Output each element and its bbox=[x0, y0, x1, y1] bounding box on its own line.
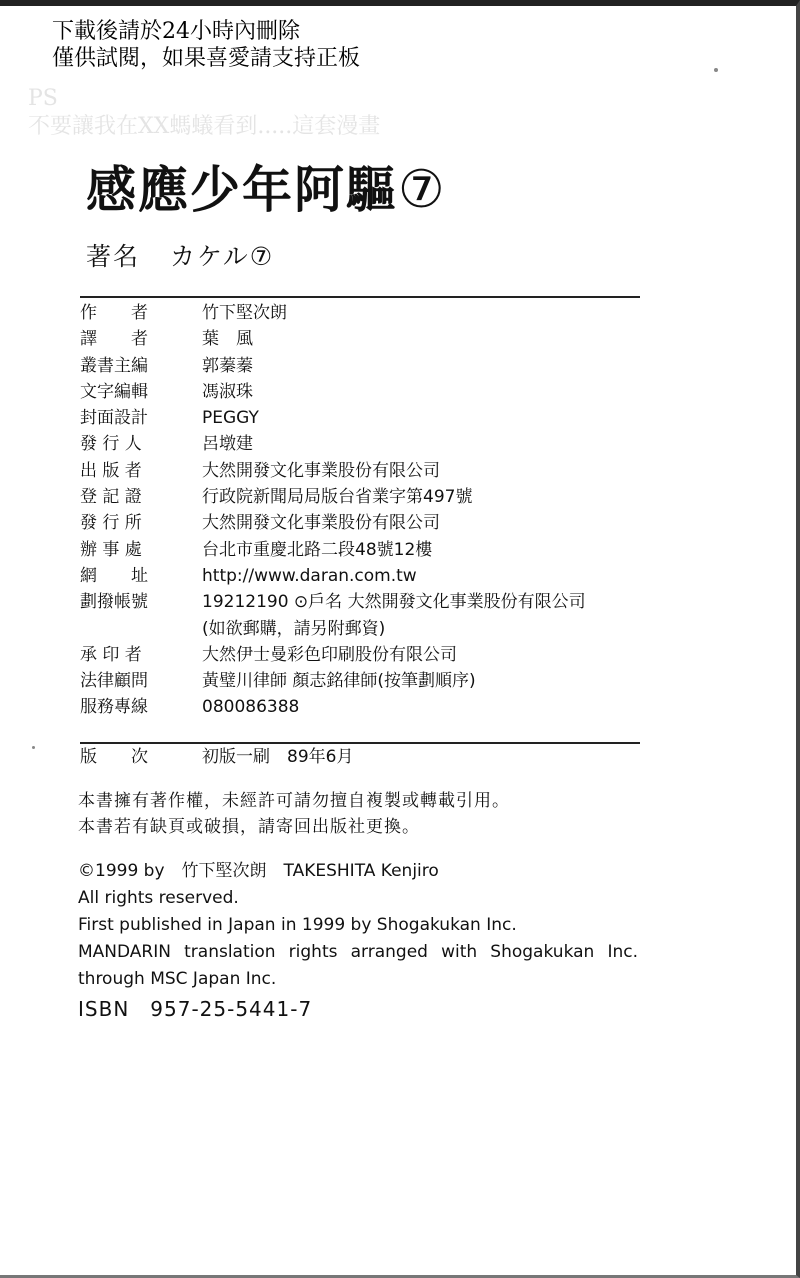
rights-zh-line-2: 本書若有缺頁或破損，請寄回出版社更換。 bbox=[78, 817, 420, 837]
ps-watermark bbox=[28, 85, 380, 141]
edition-row bbox=[80, 744, 353, 770]
credit-label: 承 印 者 bbox=[80, 644, 142, 665]
credit-row bbox=[80, 563, 680, 589]
credit-value: 馮淑珠 bbox=[202, 381, 253, 402]
credit-row bbox=[80, 431, 680, 457]
credit-label: 封面設計 bbox=[80, 408, 148, 429]
credit-label bbox=[80, 616, 202, 642]
credit-label: 法律顧問 bbox=[80, 671, 148, 692]
credit-row bbox=[80, 510, 680, 536]
edition-value: 初版一刷 89年6月 bbox=[202, 747, 354, 767]
credit-value: 呂墩建 bbox=[202, 434, 253, 455]
credit-row bbox=[80, 458, 680, 484]
credit-value: 黃璧川律師 顏志銘律師(按筆劃順序) bbox=[202, 671, 476, 692]
rights-notice-english bbox=[78, 858, 638, 1023]
credit-label: 作 者 bbox=[80, 303, 148, 323]
credit-row bbox=[80, 326, 680, 352]
credit-value: 行政院新聞局局版台省業字第497號 bbox=[202, 487, 473, 508]
credits-list bbox=[80, 300, 680, 721]
original-title-value: カケル⑦ bbox=[170, 242, 275, 271]
scan-speck bbox=[32, 746, 35, 749]
volume-number: ⑦ bbox=[398, 160, 447, 220]
ps-line-1: PS bbox=[28, 86, 58, 111]
scan-speck bbox=[714, 68, 718, 72]
credit-row bbox=[80, 405, 680, 431]
book-title bbox=[86, 158, 447, 222]
credit-row bbox=[80, 484, 680, 510]
credit-row bbox=[80, 300, 680, 326]
credit-label: 譯 者 bbox=[80, 329, 148, 350]
credit-value: 19212190 ⊙戶名 大然開發文化事業股份有限公司 bbox=[202, 592, 586, 613]
credit-row bbox=[80, 589, 680, 615]
published-line: First published in Japan in 1999 by Shogakukan Inc. bbox=[78, 915, 517, 935]
credit-value: 郭蓁蓁 bbox=[202, 355, 253, 376]
credit-label: 出 版 者 bbox=[80, 460, 142, 481]
credit-row bbox=[80, 668, 680, 694]
credit-label: 叢書主編 bbox=[80, 355, 148, 376]
ps-line-2: 不要讓我在XX螞蟻看到.....這套漫畫 bbox=[28, 114, 381, 139]
credit-label: 辦 事 處 bbox=[80, 539, 142, 560]
divider-top bbox=[80, 296, 640, 298]
edition-label: 版 次 bbox=[80, 747, 148, 767]
credit-row bbox=[80, 379, 680, 405]
credit-label: 服務專線 bbox=[80, 697, 148, 718]
credit-label: 網 址 bbox=[80, 565, 148, 586]
credit-row bbox=[80, 642, 680, 668]
through-line: through MSC Japan Inc. bbox=[78, 969, 277, 989]
notice-line-2: 僅供試閱，如果喜愛請支持正板 bbox=[52, 46, 361, 71]
credit-value: PEGGY bbox=[202, 408, 259, 429]
original-title bbox=[86, 240, 274, 274]
credit-value: 080086388 bbox=[202, 697, 300, 718]
credit-row bbox=[80, 353, 680, 379]
credit-value: 大然開發文化事業股份有限公司 bbox=[202, 460, 440, 481]
credit-label: 發 行 人 bbox=[80, 434, 142, 455]
credit-value: 葉 風 bbox=[202, 329, 253, 350]
credit-value: 台北市重慶北路二段48號12樓 bbox=[202, 539, 433, 560]
notice-line-1: 下載後請於24小時內刪除 bbox=[52, 19, 300, 44]
credit-value: 大然開發文化事業股份有限公司 bbox=[202, 513, 440, 534]
credit-label: 發 行 所 bbox=[80, 513, 142, 534]
isbn-line: ISBN 957-25-5441-7 bbox=[78, 997, 313, 1021]
credit-value: (如欲郵購，請另附郵資) bbox=[202, 618, 386, 639]
book-title-main: 感應少年阿驅 bbox=[86, 161, 398, 219]
reserved-line: All rights reserved. bbox=[78, 888, 239, 908]
translation-line: MANDARIN translation rights arranged with Shogakukan Inc. bbox=[78, 942, 638, 962]
credit-row bbox=[80, 537, 680, 563]
rights-zh-line-1: 本書擁有著作權，未經許可請勿擅自複製或轉載引用。 bbox=[78, 791, 510, 811]
original-title-label: 著名 bbox=[86, 242, 141, 271]
credit-value: 竹下堅次朗 bbox=[202, 303, 287, 323]
credit-row bbox=[80, 616, 680, 642]
credit-value: 大然伊士曼彩色印刷股份有限公司 bbox=[202, 644, 457, 665]
credit-row bbox=[80, 694, 680, 720]
credit-label: 劃撥帳號 bbox=[80, 592, 148, 613]
rights-notice-chinese bbox=[78, 788, 510, 840]
copyright-line: ©1999 by 竹下堅次朗 TAKESHITA Kenjiro bbox=[78, 861, 439, 881]
credit-value: http://www.daran.com.tw bbox=[202, 565, 417, 586]
credit-label: 登 記 證 bbox=[80, 487, 142, 508]
download-notice bbox=[52, 18, 360, 72]
credit-label: 文字編輯 bbox=[80, 381, 148, 402]
